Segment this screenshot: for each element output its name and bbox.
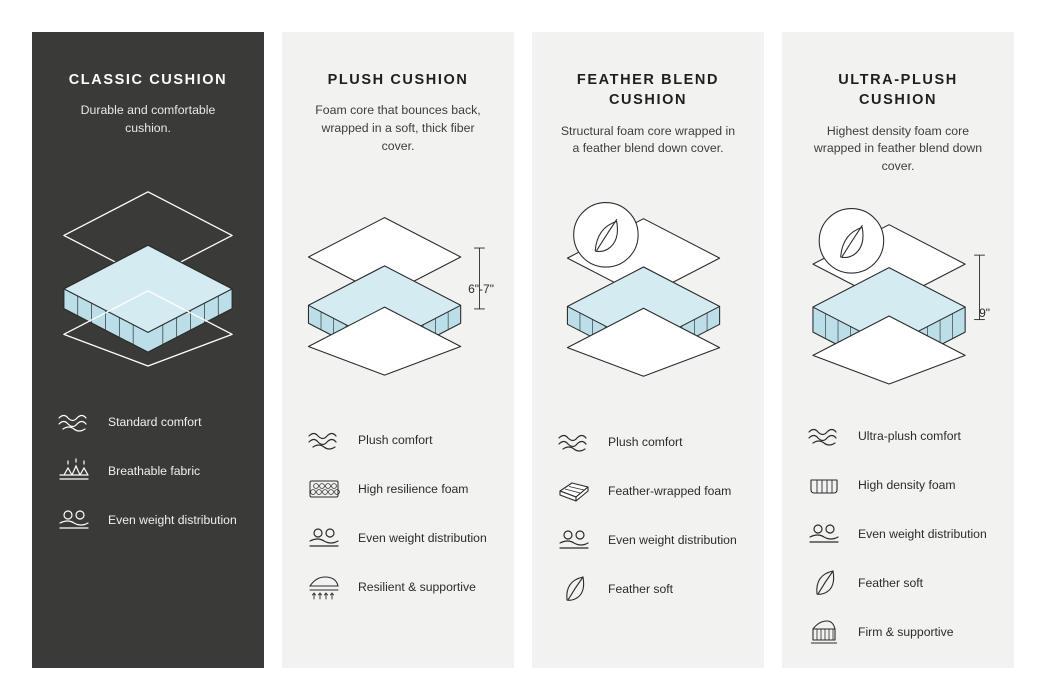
even-weight-icon [804,518,844,550]
feature-label: Feather-wrapped foam [608,484,732,499]
card-title: FEATHER BLEND CUSHION [576,72,720,109]
card-title: CLASSIC CUSHION [68,72,228,88]
feature-item [554,524,742,556]
feature-label: Plush comfort [358,432,433,447]
feature-item [304,571,492,603]
card-subtitle: Highest density foam core wrapped in feather blend down cover. [813,123,983,174]
feature-item [554,426,742,458]
feature-item [54,406,242,438]
card-subtitle: Durable and comfortable cushion. [80,103,216,136]
feature-item [54,455,242,487]
even-weight-icon [554,524,594,556]
wave-comfort-icon [54,406,94,438]
wave-comfort-icon [304,424,344,456]
card-subtitle: Structural foam core wrapped in a feather blend down cover. [560,123,736,156]
feature-item [804,420,992,452]
feature-label: Even weight distribution [858,526,987,541]
card-ultra-plush-cushion[interactable] [782,32,1014,668]
card-feather-blend-cushion[interactable] [532,32,764,668]
card-subtitle: Foam core that bounces back, wrapped in a soft, thick fiber cover. [315,103,481,153]
feature-item [304,424,492,456]
feature-item [54,504,242,536]
feature-item [804,518,992,550]
honeycomb-foam-icon [304,473,344,505]
cushion-illustration-feather-blend [554,168,742,418]
feature-label: Ultra-plush comfort [858,428,961,443]
feature-label: Firm & supportive [858,624,954,639]
breathable-fabric-icon [54,455,94,487]
feature-label: Breathable fabric [108,463,201,478]
feature-list [54,406,242,536]
card-title: PLUSH CUSHION [327,72,469,88]
feature-list [804,420,992,648]
wave-comfort-icon [554,426,594,458]
feature-list [554,426,742,605]
feature-label: High density foam [858,477,956,492]
feature-list [304,424,492,603]
feature-item [804,616,992,648]
wave-comfort-icon [804,420,844,452]
feature-label: Feather soft [608,582,674,597]
feature-label: High resilience foam [358,481,469,496]
feature-label: Even weight distribution [608,533,737,548]
cushion-illustration-ultra-plush [804,186,992,412]
height-label: 9" [979,306,990,321]
card-plush-cushion[interactable] [282,32,514,668]
feature-label: Feather soft [858,575,924,590]
feather-wrapped-foam-icon [554,475,594,507]
leaf-icon [554,573,594,605]
feature-label: Even weight distribution [358,530,487,545]
resilient-support-icon [304,571,344,603]
card-classic-cushion[interactable] [32,32,264,668]
even-weight-icon [54,504,94,536]
feature-item [304,473,492,505]
feature-item [554,573,742,605]
feature-label: Plush comfort [608,435,683,450]
cushion-illustration-classic [54,148,242,398]
even-weight-icon [304,522,344,554]
feature-item [304,522,492,554]
height-label: 6"-7" [468,281,494,296]
leaf-icon [804,567,844,599]
firm-support-icon [804,616,844,648]
feature-label: Resilient & supportive [358,579,476,594]
feature-item [554,475,742,507]
feature-item [804,567,992,599]
high-density-foam-icon [804,469,844,501]
card-title: ULTRA-PLUSH CUSHION [838,72,958,109]
cushion-illustration-plush [304,166,492,416]
feature-label: Even weight distribution [108,512,237,527]
feature-label: Standard comfort [108,414,202,429]
feature-item [804,469,992,501]
